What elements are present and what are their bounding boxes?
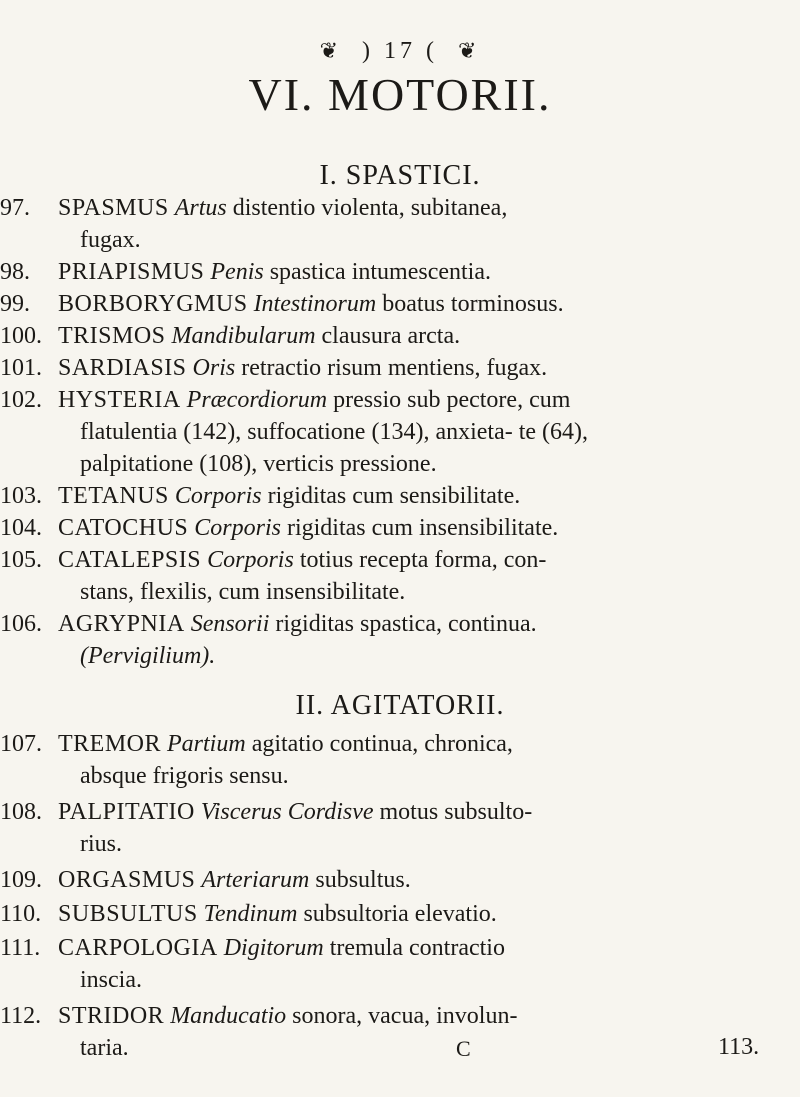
entry-term: SUBSULTUS xyxy=(58,901,198,927)
entry-location: Præcordiorum xyxy=(186,387,328,413)
entry-definition: boatus torminosus. xyxy=(382,291,564,317)
section-heading: II. AGITATORII. xyxy=(295,690,505,721)
list-item xyxy=(0,544,760,608)
entry-continuation: rius. xyxy=(80,831,122,857)
list-item xyxy=(0,352,760,384)
entry-location: Corporis xyxy=(174,483,262,509)
entry-definition: agitatio continua, chronica, xyxy=(251,731,513,757)
entry-definition: spastica intumescentia. xyxy=(269,259,491,285)
list-item xyxy=(0,480,760,512)
entry-definition: totius recepta forma, con- xyxy=(299,547,547,573)
entry-term: STRIDOR xyxy=(58,1003,165,1029)
ornament-right-icon: ❦ xyxy=(457,38,481,63)
catchword: 113. xyxy=(718,1034,760,1060)
ornament-left-icon: ❦ xyxy=(319,38,342,63)
entry-continuation: flatulentia (142), suffocatione (134), anxieta- te (64), palpitatione (108), verticis pressione. xyxy=(80,419,589,477)
entry-location: Tendinum xyxy=(203,901,298,927)
entry-continuation: (Pervigilium). xyxy=(80,643,216,669)
entry-location: Arteriarum xyxy=(201,867,310,893)
entry-number: 108. xyxy=(0,799,42,825)
entry-definition: sonora, vacua, involun- xyxy=(292,1003,518,1029)
entry-definition: pressio sub pectore, cum xyxy=(333,387,571,413)
entry-term: PALPITATIO xyxy=(58,799,195,825)
signature-mark: C xyxy=(456,1036,471,1061)
entry-location: Corporis xyxy=(207,547,294,573)
entry-term: TRISMOS xyxy=(58,323,166,349)
entry-continuation: fugax. xyxy=(80,227,141,253)
entry-definition: clausura arcta. xyxy=(321,323,461,349)
entry-definition: motus subsulto- xyxy=(379,799,533,825)
entry-number: 103. xyxy=(0,483,42,509)
entry-location: Corporis xyxy=(194,515,281,541)
entry-location: Artus xyxy=(174,195,227,221)
list-item xyxy=(0,512,760,544)
list-item xyxy=(0,320,760,352)
entry-term: SARDIASIS xyxy=(58,355,187,381)
entry-term: CARPOLOGIA xyxy=(58,935,218,961)
entry-number: 112. xyxy=(0,1003,42,1029)
entry-number: 110. xyxy=(0,901,42,927)
entry-number: 102. xyxy=(0,387,42,413)
list-item xyxy=(0,728,760,792)
list-item xyxy=(0,864,760,896)
entry-term: CATALEPSIS xyxy=(58,547,202,573)
entry-term: TREMOR xyxy=(58,731,162,757)
entry-location: Intestinorum xyxy=(253,291,377,317)
entry-number: 105. xyxy=(0,547,42,573)
entry-term: PRIAPISMUS xyxy=(58,259,205,285)
entry-definition: distentio violenta, subitanea, xyxy=(232,195,508,221)
entry-term: HYSTERIA xyxy=(58,387,181,413)
entry-location: Manducatio xyxy=(170,1003,287,1029)
list-item xyxy=(0,898,760,930)
entry-definition: rigiditas spastica, continua. xyxy=(275,611,537,637)
entry-term: CATOCHUS xyxy=(58,515,189,541)
list-item xyxy=(0,192,760,256)
entry-definition: rigiditas cum sensibilitate. xyxy=(267,483,521,509)
entry-location: Sensorii xyxy=(190,611,270,637)
list-item xyxy=(0,256,760,288)
entry-number: 109. xyxy=(0,867,42,893)
entry-location: Digitorum xyxy=(223,935,324,961)
entry-location: Viscerus Cordisve xyxy=(200,799,374,825)
entry-definition: subsultoria elevatio. xyxy=(303,901,497,927)
entry-continuation: inscia. xyxy=(80,967,142,993)
entry-location: Mandibularum xyxy=(171,323,316,349)
entry-number: 100. xyxy=(0,323,42,349)
entry-number: 99. xyxy=(0,291,30,317)
entry-continuation: taria. xyxy=(80,1035,129,1061)
entry-location: Penis xyxy=(210,259,264,285)
entry-number: 101. xyxy=(0,355,42,381)
list-item xyxy=(0,796,760,860)
entry-continuation: stans, flexilis, cum insensibilitate. xyxy=(80,579,406,605)
entry-term: TETANUS xyxy=(58,483,169,509)
entry-term: BORBORYGMUS xyxy=(58,291,248,317)
entry-continuation: absque frigoris sensu. xyxy=(80,763,289,789)
entry-term: SPASMUS xyxy=(58,195,169,221)
list-item xyxy=(0,288,760,320)
entry-number: 107. xyxy=(0,731,42,757)
section-heading: I. SPASTICI. xyxy=(319,160,481,191)
entry-number: 98. xyxy=(0,259,30,285)
page-number: ) 17 ( xyxy=(362,38,438,64)
entry-definition: retractio risum mentiens, fugax. xyxy=(241,355,548,381)
entry-location: Partium xyxy=(167,731,246,757)
entry-definition: subsultus. xyxy=(315,867,411,893)
entry-definition: tremula contractio xyxy=(329,935,505,961)
chapter-title: VI. MOTORII. xyxy=(248,69,552,120)
entry-number: 104. xyxy=(0,515,42,541)
entry-location: Oris xyxy=(192,355,236,381)
entry-number: 111. xyxy=(0,935,41,961)
entry-number: 106. xyxy=(0,611,42,637)
list-item xyxy=(0,384,760,480)
entry-term: ORGASMUS xyxy=(58,867,196,893)
running-header xyxy=(0,38,800,65)
list-item xyxy=(0,932,760,996)
entry-definition: rigiditas cum insensibilitate. xyxy=(286,515,559,541)
list-item xyxy=(0,608,760,672)
list-item xyxy=(0,1000,760,1064)
entry-term: AGRYPNIA xyxy=(58,611,185,637)
entry-number: 97. xyxy=(0,195,30,221)
